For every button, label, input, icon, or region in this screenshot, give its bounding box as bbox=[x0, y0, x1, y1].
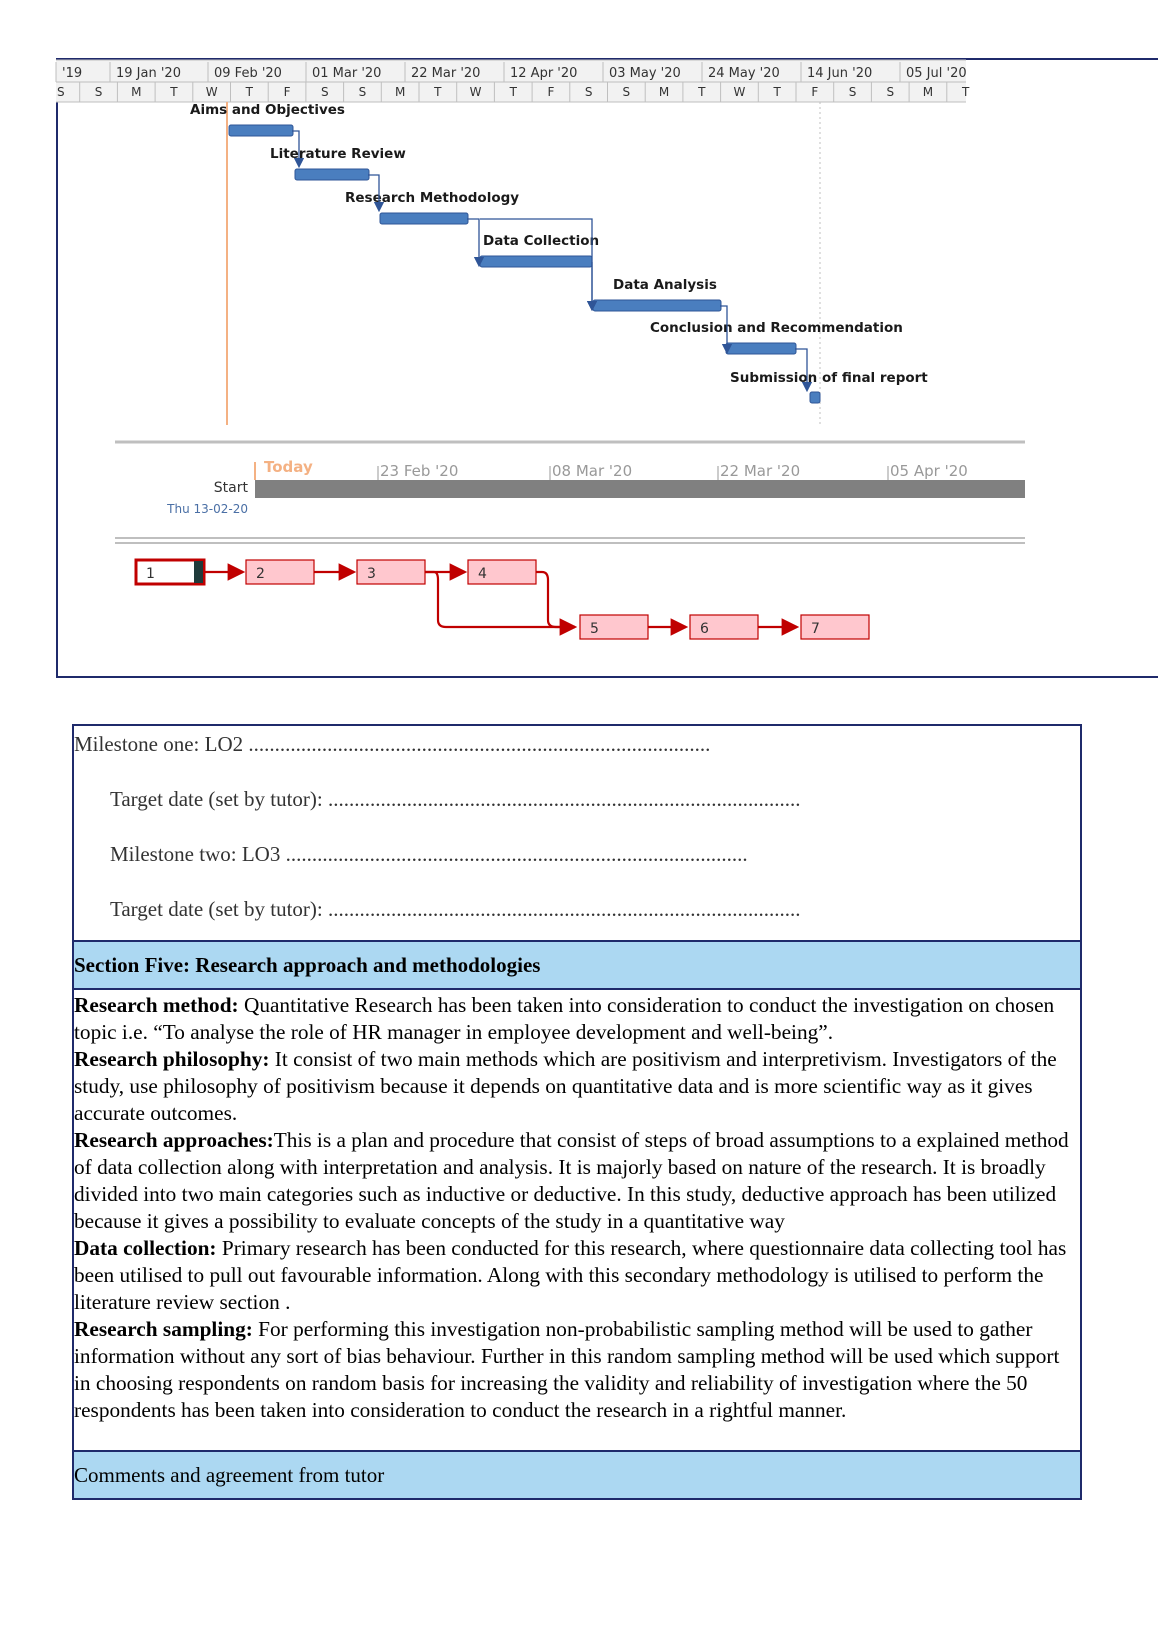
comments-label: Comments and agreement from tutor bbox=[74, 1462, 385, 1487]
task-label: Literature Review bbox=[270, 146, 406, 162]
target-date-two: Target date (set by tutor): .......................................................................................... bbox=[110, 897, 801, 921]
day-label: M bbox=[394, 85, 406, 99]
timeline-date: 08 Mar '20 bbox=[552, 462, 633, 480]
task-label: Data Analysis bbox=[613, 277, 717, 293]
research-method-paragraph: Research method: Quantitative Research has been taken into consideration to conduct the investigation on chosen topic i.e. “To analyse the role of HR manager in employee development and well-being”. bbox=[74, 993, 1055, 1044]
day-label: F bbox=[547, 85, 555, 99]
day-label: S bbox=[584, 85, 593, 99]
day-label: M bbox=[131, 85, 142, 99]
month-label: 03 May '20 bbox=[609, 66, 681, 81]
research-sampling-paragraph: Research sampling: For performing this investigation non-probabilistic sampling method will be used to gather information without any sort of bias behaviour. Further in this random sampling method will be used which support in choosing respondents on random basis for increasing the validity and reliability of investigation where the 50 respondents has been taken into consideration to conduct the research in a rightful manner. bbox=[74, 1317, 1060, 1422]
network-node-label: 4 bbox=[478, 566, 487, 582]
month-label: 05 Jul '20 bbox=[906, 66, 967, 81]
task-bar bbox=[295, 169, 369, 180]
gantt-svg bbox=[0, 0, 1158, 690]
day-label: S bbox=[94, 85, 103, 99]
start-date: Thu 13-02-20 bbox=[167, 502, 248, 516]
day-label: S bbox=[622, 85, 631, 99]
timeline-date: 23 Feb '20 bbox=[380, 462, 459, 480]
month-label: 01 Mar '20 bbox=[312, 66, 382, 81]
month-label: 19 Jan '20 bbox=[116, 66, 181, 81]
milestones-row bbox=[74, 726, 1080, 942]
proposal-table bbox=[72, 724, 1082, 1500]
day-label: S bbox=[57, 85, 65, 99]
task-label: Submission of final report bbox=[730, 370, 928, 386]
section-five-body bbox=[74, 990, 1080, 1452]
task-bar bbox=[480, 256, 592, 267]
task-label: Conclusion and Recommendation bbox=[650, 320, 903, 336]
day-label: F bbox=[811, 85, 819, 99]
day-label: W bbox=[733, 85, 746, 99]
day-label: M bbox=[922, 85, 934, 99]
section-five-title: Section Five: Research approach and methodologies bbox=[74, 952, 541, 977]
timeline-date: 22 Mar '20 bbox=[720, 462, 801, 480]
timeline-bar bbox=[255, 480, 1025, 498]
milestone-two: Milestone two: LO3 ........................................................................................ bbox=[110, 842, 748, 866]
day-label: T bbox=[698, 85, 706, 99]
network-node-label: 3 bbox=[367, 566, 376, 582]
day-label: F bbox=[283, 85, 291, 99]
month-label: 24 May '20 bbox=[708, 66, 780, 81]
section-five-header bbox=[74, 942, 1080, 990]
task-label: Research Methodology bbox=[345, 190, 520, 206]
task-label: Aims and Objectives bbox=[190, 102, 345, 118]
network-node-label: 5 bbox=[590, 621, 599, 637]
data-collection-paragraph: Data collection: Primary research has been conducted for this research, where questionnaire data collecting tool has been utilised to pull out favourable information. Along with this secondary methodology is utilised to perform the literature review section . bbox=[74, 1236, 1067, 1314]
network-node-label: 7 bbox=[811, 621, 820, 637]
task-bar bbox=[810, 392, 820, 403]
month-label: 09 Feb '20 bbox=[214, 66, 282, 81]
network-node-label: 1 bbox=[146, 566, 155, 582]
milestone-one: Milestone one: LO2 ........................................................................................ bbox=[74, 732, 711, 756]
day-label: M bbox=[658, 85, 670, 99]
month-label: 12 Apr '20 bbox=[510, 66, 578, 81]
day-label: T bbox=[170, 85, 178, 99]
day-label: W bbox=[205, 85, 218, 99]
day-label: S bbox=[320, 85, 329, 99]
day-label: S bbox=[358, 85, 367, 99]
research-approaches-paragraph: Research approaches:This is a plan and procedure that consist of steps of broad assumptions to a explained method of data collection along with interpretation and analysis. It is majorly based on nature of the research. It is broadly divided into two main categories such as inductive or deductive. In this study, deductive approach has been utilized because it gives a possibility to evaluate concepts of the study in a quantitative way bbox=[74, 1128, 1069, 1233]
month-label: 14 Jun '20 bbox=[807, 66, 873, 81]
month-label: 22 Mar '20 bbox=[411, 66, 481, 81]
timeline-date: 05 Apr '20 bbox=[890, 462, 968, 480]
task-bar bbox=[593, 300, 721, 311]
comments-row bbox=[74, 1452, 1080, 1498]
day-label: W bbox=[469, 85, 482, 99]
network-node-label: 2 bbox=[256, 566, 265, 582]
task-bar bbox=[380, 213, 468, 224]
task-bar bbox=[726, 343, 796, 354]
research-philosophy-paragraph: Research philosophy: It consist of two main methods which are positivism and interpretivism. Investigators of the study, use philosophy of positivism because it depends on quantitative data and is more scientific way as it gives accurate outcomes. bbox=[74, 1047, 1057, 1125]
day-label: T bbox=[434, 85, 442, 99]
task-bar bbox=[229, 125, 293, 136]
target-date-one: Target date (set by tutor): .......................................................................................... bbox=[110, 787, 801, 811]
month-label: '19 bbox=[62, 66, 83, 81]
day-label: S bbox=[848, 85, 857, 99]
day-label: T bbox=[961, 85, 970, 99]
today-label: Today bbox=[264, 458, 313, 476]
task-label: Data Collection bbox=[483, 233, 600, 249]
day-label: S bbox=[886, 85, 895, 99]
start-label: Start bbox=[213, 480, 248, 496]
day-label: T bbox=[773, 85, 781, 99]
day-label: T bbox=[509, 85, 517, 99]
network-node-label: 6 bbox=[700, 621, 709, 637]
day-label: T bbox=[245, 85, 254, 99]
